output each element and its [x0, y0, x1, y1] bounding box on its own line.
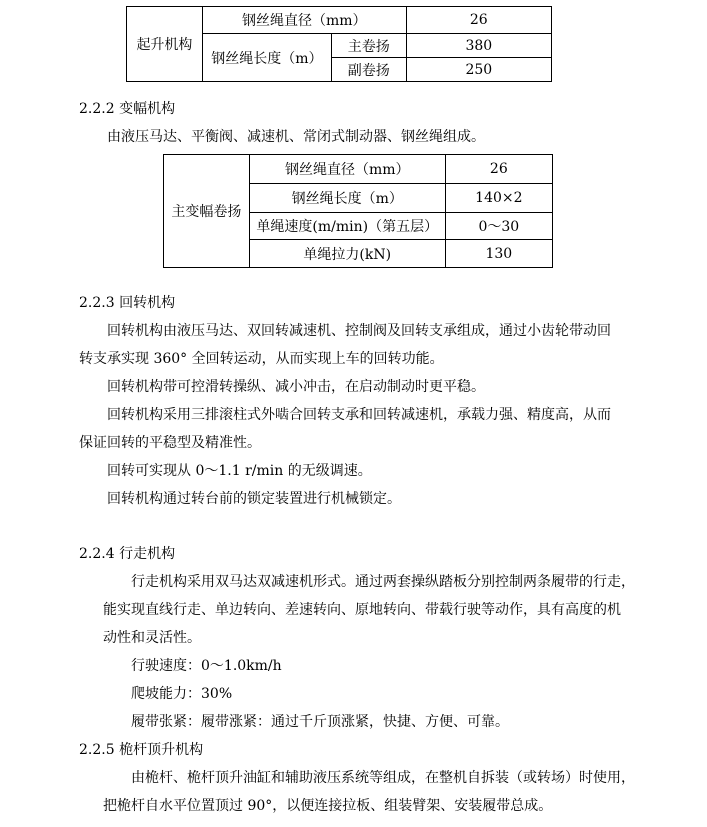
slewing-line-2: 转支承实现 360° 全回转运动，从而实现上车的回转功能。 — [79, 351, 444, 367]
travel-line-2: 能实现直线行走、单边转向、差速转向、原地转向、带载行驶等动作，具有高度的机 — [103, 602, 621, 618]
luff-rope-speed-value: 0～30 — [445, 213, 552, 240]
section-heading-luffing: 2.2.2 变幅机构 — [79, 101, 176, 117]
mast-line-1: 由桅杆、桅杆顶升油缸和辅助液压系统等组成，在整机自拆装（或转场）时使用， — [131, 770, 635, 786]
mast-line-2: 把桅杆自水平位置顶过 90°，以便连接拉板、组装臂架、安装履带总成。 — [103, 798, 553, 814]
section-heading-mast-jacking: 2.2.5 桅杆顶升机构 — [79, 742, 204, 758]
section-heading-slewing: 2.2.3 回转机构 — [79, 295, 176, 311]
main-winch-label: 主卷扬 — [331, 34, 406, 58]
climbing-ability: 爬坡能力：30% — [131, 686, 233, 702]
slewing-line-5: 保证回转的平稳型及精准性。 — [79, 435, 261, 451]
luffing-description: 由液压马达、平衡阀、减速机、常闭式制动器、钢丝绳组成。 — [107, 129, 485, 145]
luff-rope-tension-value: 130 — [445, 240, 552, 268]
slewing-line-3: 回转机构带可控滑转操纵、减小冲击，在启动制动时更平稳。 — [107, 379, 485, 395]
slewing-line-6: 回转可实现从 0～1.1 r/min 的无级调速。 — [107, 463, 372, 479]
hoist-rope-diameter-value: 26 — [406, 7, 551, 34]
aux-winch-value: 250 — [406, 58, 551, 82]
luff-rope-diameter-value: 26 — [445, 155, 552, 184]
luffing-group-label: 主变幅卷扬 — [164, 155, 250, 268]
travel-line-1: 行走机构采用双马达双减速机形式。通过两套操纵踏板分别控制两条履带的行走， — [131, 574, 635, 590]
luff-rope-tension-label: 单绳拉力(kN) — [249, 240, 445, 268]
hoist-rope-length-label: 钢丝绳长度（m） — [202, 34, 331, 82]
slewing-line-1: 回转机构由液压马达、双回转减速机、控制阀及回转支承组成，通过小齿轮带动回 — [107, 323, 611, 339]
aux-winch-label: 副卷扬 — [331, 58, 406, 82]
hoist-rope-diameter-label: 钢丝绳直径（mm） — [202, 7, 406, 34]
luffing-spec-table — [163, 154, 553, 268]
slewing-line-4: 回转机构采用三排滚柱式外啮合回转支承和回转减速机，承载力强、精度高，从而 — [107, 407, 611, 423]
travel-line-3: 动性和灵活性。 — [103, 630, 201, 646]
luff-rope-speed-label: 单绳速度(m/min)（第五层） — [249, 213, 445, 240]
hoist-spec-table — [126, 6, 552, 82]
main-winch-value: 380 — [406, 34, 551, 58]
travel-speed: 行驶速度：0～1.0km/h — [131, 658, 282, 674]
slewing-line-7: 回转机构通过转台前的锁定装置进行机械锁定。 — [107, 491, 401, 507]
luff-rope-length-value: 140×2 — [445, 184, 552, 213]
track-tensioning: 履带张紧：履带涨紧：通过千斤顶涨紧，快捷、方便、可靠。 — [131, 714, 509, 730]
luff-rope-length-label: 钢丝绳长度（m） — [249, 184, 445, 213]
hoist-group-label: 起升机构 — [127, 7, 203, 82]
section-heading-travel: 2.2.4 行走机构 — [79, 546, 176, 562]
luff-rope-diameter-label: 钢丝绳直径（mm） — [249, 155, 445, 184]
